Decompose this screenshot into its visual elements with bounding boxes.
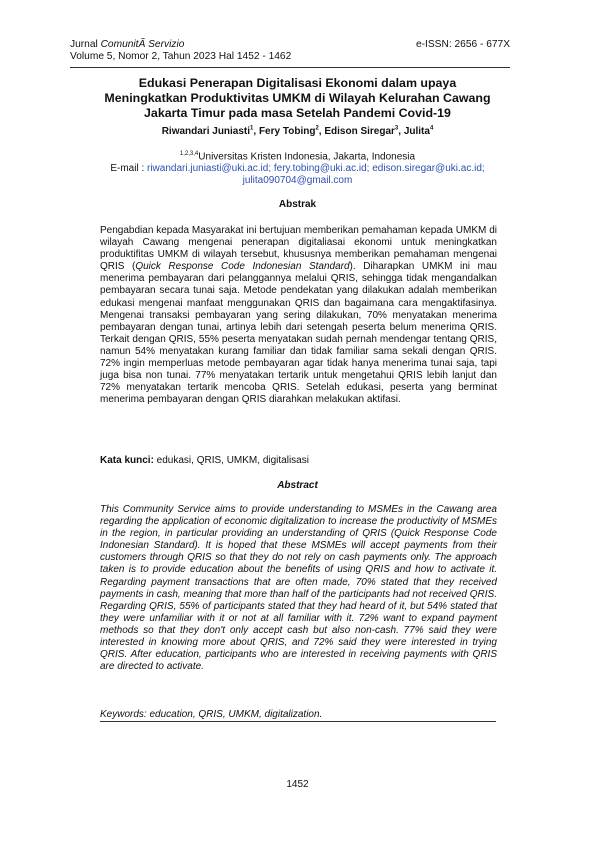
volume-line: Volume 5, Nomor 2, Tahun 2023 Hal 1452 - 1462	[70, 51, 292, 62]
kata-kunci: Kata kunci: edukasi, QRIS, UMKM, digitalisasi	[100, 455, 309, 466]
author-list	[70, 122, 525, 139]
running-header	[70, 39, 510, 63]
affiliation: $^{1,2,3,4}$Universitas Kristen Indonesia, Jakarta, Indonesia	[179, 151, 416, 163]
email-link[interactable]: riwandari.juniasti@uki.ac.id;	[147, 163, 272, 174]
journal-name: Jurnal ComunitÃ Servizio	[70, 39, 185, 50]
email-link[interactable]: edison.siregar@uki.ac.id;	[372, 163, 485, 174]
abstrak-heading: Abstrak	[278, 199, 317, 210]
email-label: E-mail :	[110, 163, 147, 174]
header-rule	[70, 67, 510, 68]
email-link[interactable]: julita090704@gmail.com	[242, 175, 353, 186]
keywords-en: Keywords: education, QRIS, UMKM, digitalization.	[100, 709, 323, 720]
abstract-body: This Community Service aims to provide understanding to MSMEs in the Cawang area regarding the application of economic digitalization to increase the productivity of MSMEs in the region, in particular providing an understanding of QRIS (Quick Response Code Indonesian Standard). It is hoped that these MSMEs will accept payments from their customers through QRIS so that they do not rely on cash payments only. The approach taken is to provide education about the benefits of using QRIS and how to activate it. Regarding payment transactions that are often made, 70% stated that they received payments in cash, meaning that more than half of the participants had not received QRIS. Regarding QRIS, 55% of participants stated that they had heard of it, but 54% stated that they were unfamiliar with it or not at all familiar with it. 72% want to expand payment methods so that they don't only accept cash but also non-cash. 77% said they were interested in knowing more about QRIS, and 72% said they were interested in trying QRIS. After education, participants who are interested in receiving payments with QRIS are directed to activate.	[100, 504, 497, 673]
email-block	[70, 163, 525, 187]
email-link[interactable]: fery.tobing@uki.ac.id;	[273, 163, 370, 174]
author: Julita$^4$	[403, 126, 434, 138]
abstract-heading: Abstract	[277, 480, 318, 491]
author: Fery Tobing$^2$,	[258, 126, 325, 138]
page-number: 1452	[286, 779, 309, 790]
keywords-rule	[100, 721, 496, 722]
author: Edison Siregar$^3$,	[324, 126, 404, 138]
issn: e-ISSN: 2656 - 677X	[415, 39, 510, 50]
paper-title: Edukasi Penerapan Digitalisasi Ekonomi dalam upaya Meningkatkan Produktivitas UMKM di Wilayah Kelurahan Cawang Jakarta Timur pada masa Setelah Pandemi Covid-19	[104, 76, 491, 120]
author: Riwandari Juniasti$^1$,	[161, 126, 259, 138]
abstrak-body: Pengabdian kepada Masyarakat ini bertujuan memberikan pemahaman kepada UMKM di wilayah Cawang mengenai penerapan digitaliasai ekonomi untuk meningkatkan produktifitas UMKM di wilayah tersebut, khususnya memberikan pemahaman mengenai QRIS (Quick Response Code Indonesian Standard). Diharapkan UMKM ini mau menerima pembayaran dari pelanggannya melalui QRIS, sehingga tidak mengandalkan pembayaran secara tunai saja. Metode pendekatan yang dilakukan adalah memberikan edukasi mengenai manfaat menggunakan QRIS dan bagaimana cara mengaktifasinya. Mengenai transaksi pembayaran yang sering dilakukan, 70% menyatakan menerima pembayaran dengan tunai, artinya lebih dari setengah peserta belum menerima QRIS. Terkait dengan QRIS, 55% peserta menyatakan sudah pernah mendengar tentang QRIS, namun 54% menyatakan kurang familiar dan tidak familiar sama sekali dengan QRIS. 72% ingin memperluas metode pembayaran agar tidak hanya menerima tunai saja, tapi juga bisa non tunai. 77% menyatakan tertarik untuk mengetahui QRIS lebih lanjut dan 72% menyatakan tertarik mencoba QRIS. Setelah edukasi, peserta yang berminat menerima pembayaran dengan QRIS diarahkan melakukan aktifasi.	[100, 225, 497, 406]
